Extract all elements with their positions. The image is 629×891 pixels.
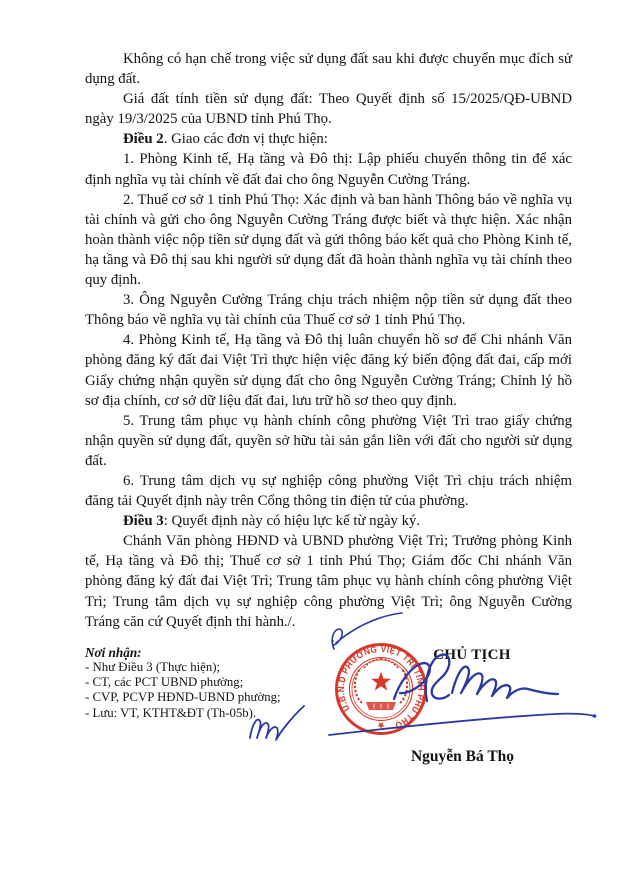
signature-stroke-initial xyxy=(394,663,430,699)
recipient-item: - Lưu: VT, KTHT&ĐT (Th-05b). xyxy=(85,705,257,720)
item-6: 6. Trung tâm dịch vụ sự nghiệp công phường Việt Trì chịu trách nhiệm đăng tải Quyết định này trên Cổng thông tin điện tử của phường. xyxy=(85,472,572,510)
para-land-use-note: Không có hạn chế trong việc sử dụng đất sau khi được chuyển mục đích sử dụng đất. xyxy=(85,51,572,88)
item-2: 2. Thuế cơ sở 1 tỉnh Phú Thọ: Xác định và ban hành Thông báo về nghĩa vụ tài chính và gửi cho ông Nguyễn Cường Tráng được biết và thực hiện. Xác nhận hoàn thành việc nộp tiền sử dụng đất và gửi thông báo kết quả cho Phòng Kinh tế, hạ tầng và Đô thị sau khi người sử dụng đất đã hoàn thành nghĩa vụ tài chính theo quy định. xyxy=(85,191,572,289)
item-1: 1. Phòng Kinh tế, Hạ tầng và Đô thị: Lập phiếu chuyển thông tin để xác định nghĩa vụ tài chính về đất đai cho ông Nguyễn Cường Tráng. xyxy=(85,151,572,188)
signer-name: Nguyễn Bá Thọ xyxy=(410,748,515,765)
stamp-star: ★ xyxy=(376,719,386,730)
recipient-item: - CVP, PCVP HĐND-UBND phường; xyxy=(85,690,281,705)
recipient-item: - CT, các PCT UBND phường; xyxy=(85,675,244,690)
recipients-block xyxy=(85,645,335,721)
item-5: 5. Trung tâm phục vụ hành chính công phường Việt Trì trao giấy chứng nhận quyền sử dụng đất, quyền sở hữu tài sản gắn liền với đất cho người sử dụng đất. xyxy=(85,412,572,469)
heading-dieu-2: Điều 2. Giao các đơn vị thực hiện: xyxy=(123,131,328,148)
heading-dieu-3: Điều 3: Quyết định này có hiệu lực kể từ ngày ký. xyxy=(123,513,421,530)
item-3: 3. Ông Nguyễn Cường Tráng chịu trách nhiệm nộp tiền sử dụng đất theo Thông báo về nghĩa vụ tài chính của Thuế cơ sở 1 tỉnh Phú Thọ. xyxy=(85,292,572,329)
signer-title: CHỦ TỊCH xyxy=(433,647,511,663)
stamp-ring-text: U.B.N.D PHƯỜNG VIỆT TRÌ TỈNH PHÚ THỌ xyxy=(335,643,427,732)
para-land-price: Giá đất tính tiền sử dụng đất: Theo Quyết định số 15/2025/QĐ-UBND ngày 19/3/2025 của UBND tỉnh Phú Thọ. xyxy=(85,91,572,128)
item-4: 4. Phòng Kinh tế, Hạ tầng và Đô thị luân chuyển hồ sơ để Chi nhánh Văn phòng đăng ký đất đai Việt Trì thực hiện việc đăng ký biến động đất đai, cấp mới Giấy chứng nhận quyền sử dụng đất cho ông Nguyễn Cường Tráng; Chỉnh lý hồ sơ địa chính, cơ sở dữ liệu đất đai, lưu trữ hồ sơ theo quy định. xyxy=(85,332,572,409)
para-implementation: Chánh Văn phòng HĐND và UBND phường Việt Trì; Trưởng phòng Kinh tế, Hạ tầng và Đô thị; Thuế cơ sở 1 tỉnh Phú Thọ; Giám đốc Chi nhánh Văn phòng đăng ký đất đai Việt Trì; Trung tâm phục vụ hành chính công phường Việt Trì; Trung tâm dịch vụ sự nghiệp công phường Việt Trì; ông Nguyễn Cường Tráng căn cứ Quyết định thi hành./. xyxy=(85,533,572,630)
signature-tail-dot xyxy=(593,714,597,718)
emblem-star-icon xyxy=(371,672,391,691)
signature-tail xyxy=(329,714,594,735)
recipients-label: Nơi nhận: xyxy=(85,645,142,660)
document-body xyxy=(85,49,572,632)
national-emblem-icon xyxy=(355,659,407,710)
recipient-item: - Như Điều 3 (Thực hiện); xyxy=(85,660,221,674)
signature-stroke-main xyxy=(452,667,558,698)
